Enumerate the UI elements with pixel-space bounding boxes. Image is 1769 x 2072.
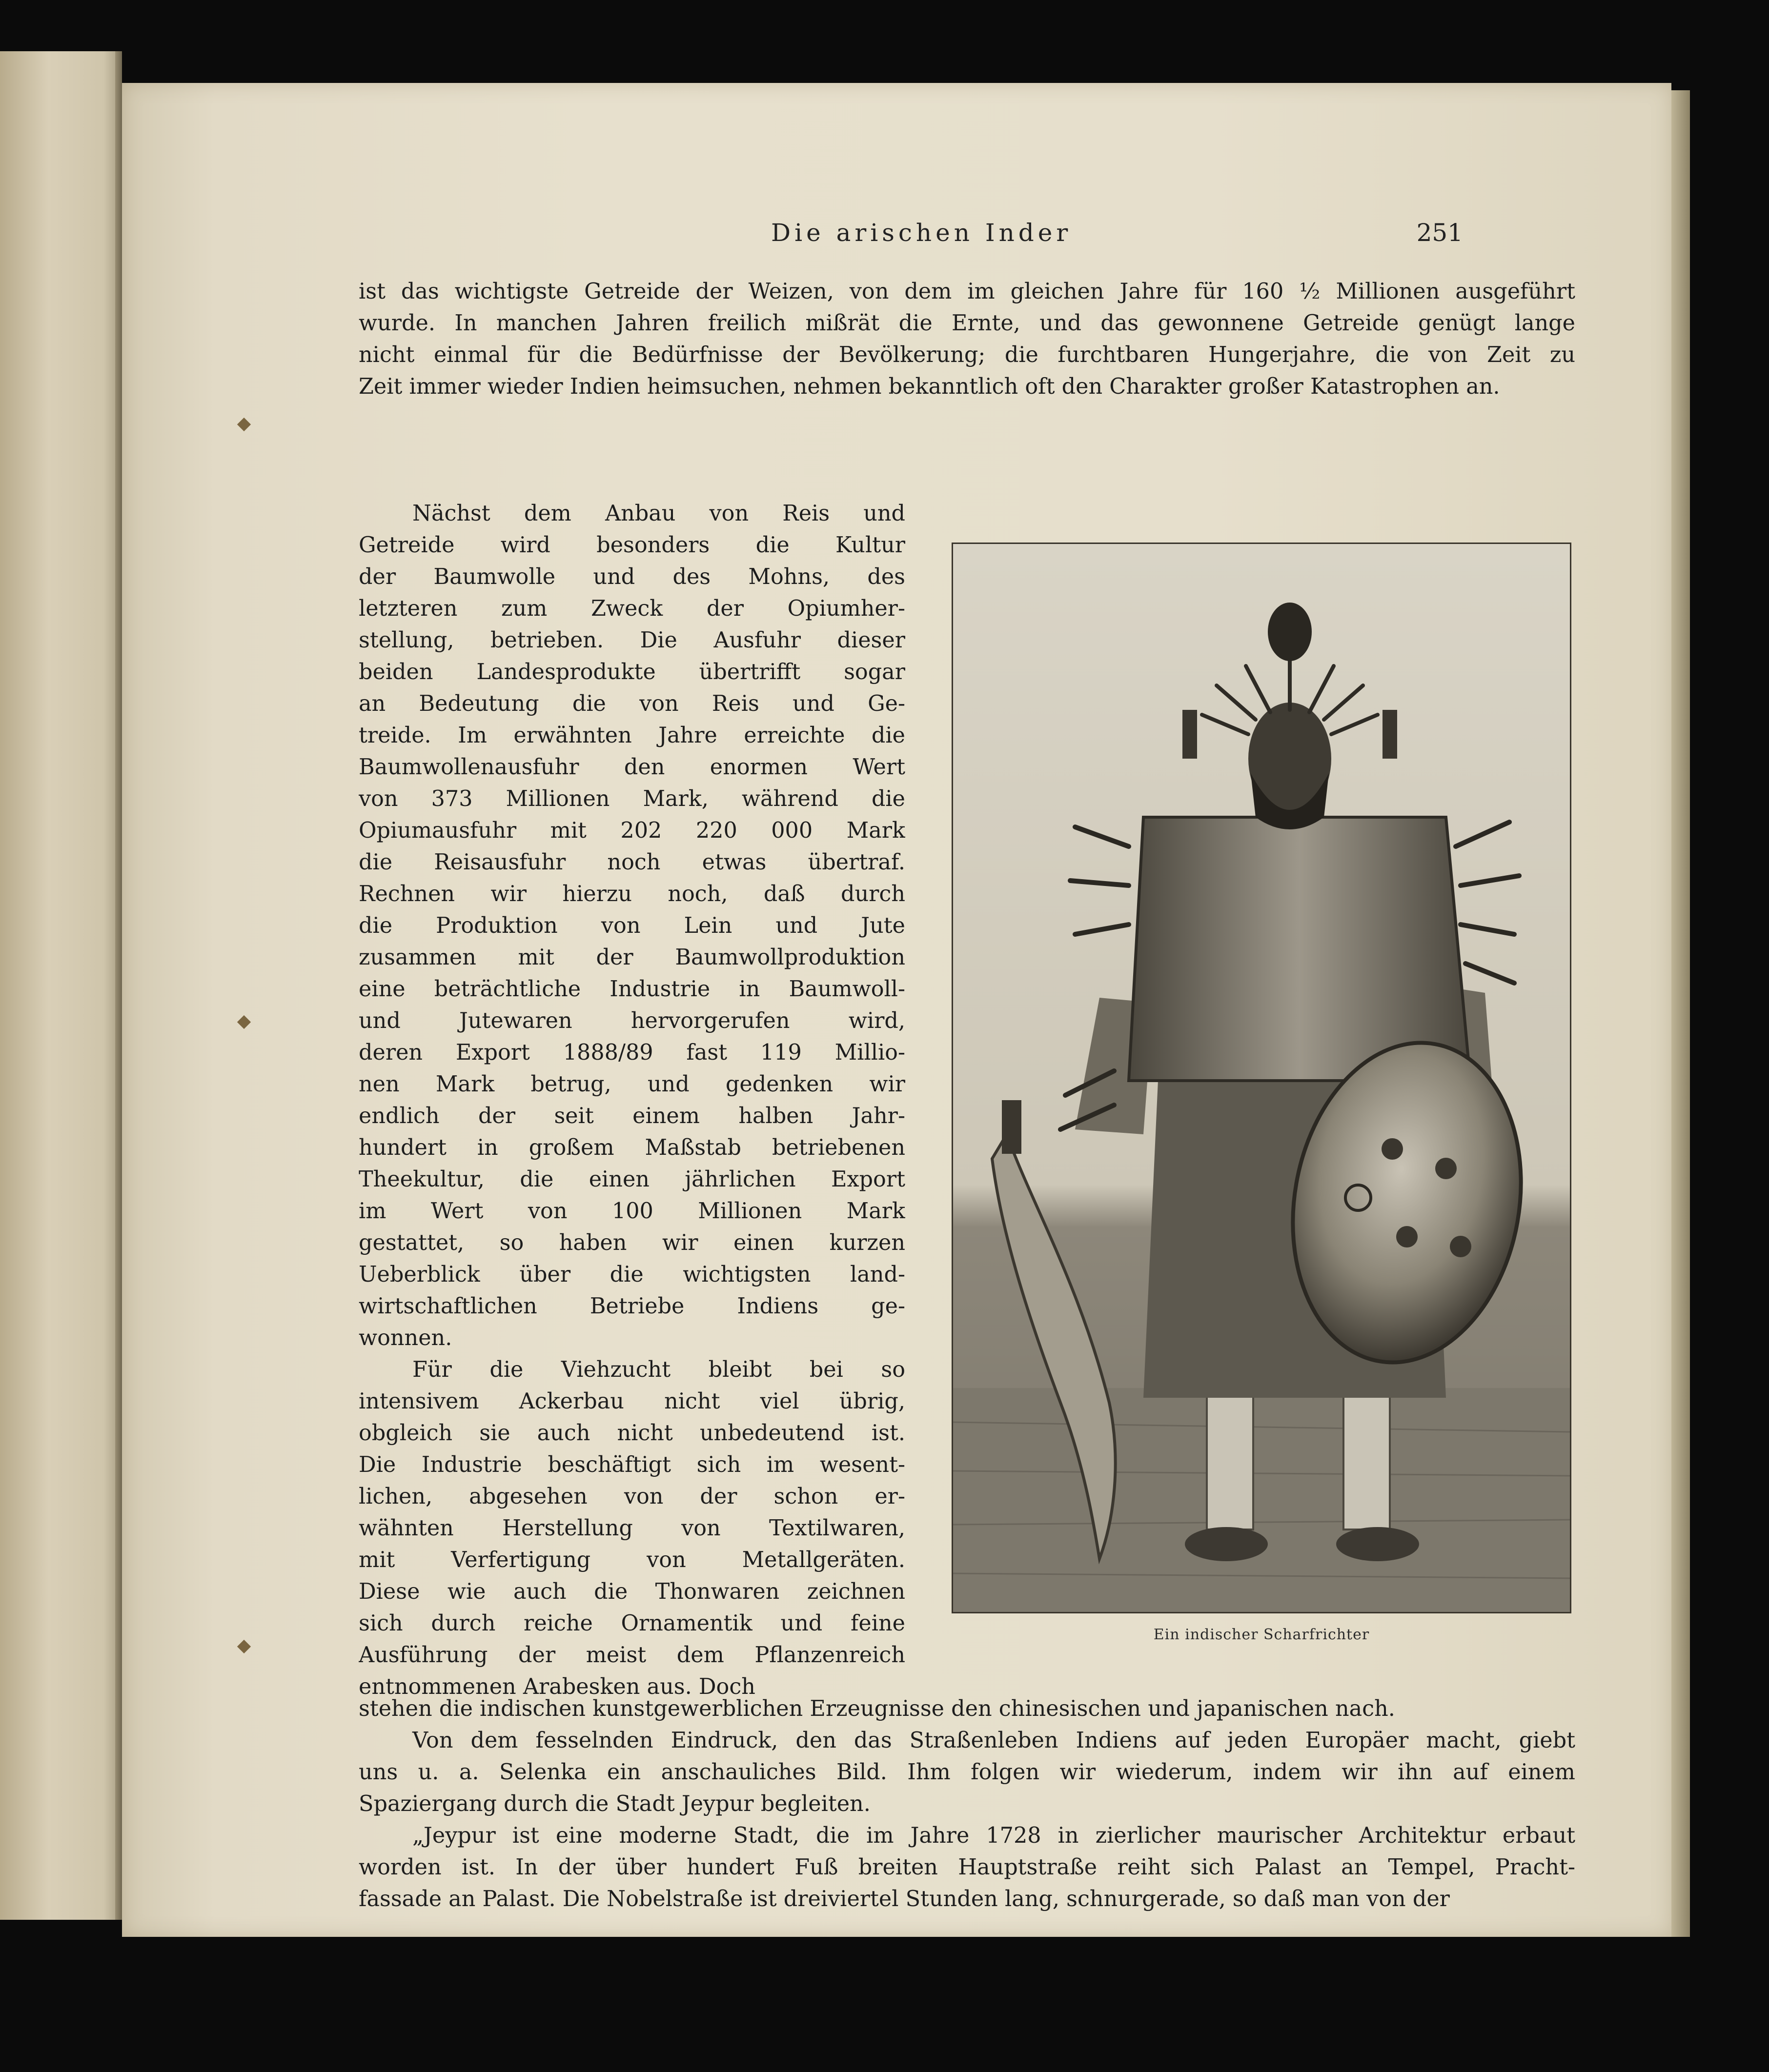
text-line: Getreide wird besonders die Kultur: [359, 533, 905, 558]
text-line: Theekultur, die einen jährlichen Export: [359, 1167, 905, 1192]
text-line: entnommenen Arabesken aus. Doch: [359, 1674, 755, 1699]
text-line: stehen die indischen kunstgewerblichen Erzeugnisse den chinesischen und japanischen nach.: [359, 1696, 1395, 1721]
text-line: Spaziergang durch die Stadt Jeypur begleiten.: [359, 1791, 871, 1816]
text-line: obgleich sie auch nicht unbedeutend ist.: [359, 1421, 905, 1446]
text-line: Rechnen wir hierzu noch, daß durch: [359, 882, 905, 906]
text-line: endlich der seit einem halben Jahr-: [359, 1104, 905, 1128]
page-stack-edge: [1671, 90, 1690, 1937]
text-line: fassade an Palast. Die Nobelstraße ist dreiviertel Stunden lang, schnurgerade, so daß man von der: [359, 1887, 1450, 1911]
text-line: lichen, abgesehen von der schon er-: [359, 1484, 905, 1509]
text-line: intensivem Ackerbau nicht viel übrig,: [359, 1389, 905, 1414]
text-line: Von dem fesselnden Eindruck, den das Straßenleben Indiens auf jeden Europäer macht, giebt: [412, 1728, 1575, 1753]
text-line: nen Mark betrug, und gedenken wir: [359, 1072, 905, 1097]
text-line: treide. Im erwähnten Jahre erreichte die: [359, 723, 905, 748]
text-line: von 373 Millionen Mark, während die: [359, 786, 905, 811]
text-line: wonnen.: [359, 1326, 452, 1350]
previous-page-edge: [0, 51, 122, 1920]
executioner-illustration: [953, 544, 1570, 1612]
paragraph-column: [359, 498, 905, 1703]
text-line: eine beträchtliche Industrie in Baumwoll-: [359, 977, 905, 1002]
text-line: Ausführung der meist dem Pflanzenreich: [359, 1643, 905, 1668]
text-line: wähnten Herstellung von Textilwaren,: [359, 1516, 905, 1541]
text-line: „Jeypur ist eine moderne Stadt, die im Jahre 1728 in zierlicher maurischer Architektur erbaut: [412, 1823, 1575, 1848]
text-line: wirtschaftlichen Betriebe Indiens ge-: [359, 1294, 905, 1319]
page-number: 251: [1416, 219, 1463, 247]
margin-mark: [237, 418, 251, 431]
text-line: deren Export 1888/89 fast 119 Millio-: [359, 1040, 905, 1065]
figure-caption: Ein indischer Scharfrichter: [1153, 1626, 1370, 1643]
margin-mark: [237, 1015, 251, 1029]
text-line: gestattet, so haben wir einen kurzen: [359, 1230, 905, 1255]
figure-photograph: [952, 543, 1571, 1613]
text-line: Diese wie auch die Thonwaren zeichnen: [359, 1579, 905, 1604]
text-line: im Wert von 100 Millionen Mark: [359, 1199, 905, 1224]
text-line: beiden Landesprodukte übertrifft sogar: [359, 660, 905, 684]
text-line: worden ist. In der über hundert Fuß breiten Hauptstraße reiht sich Palast an Tempel, Pracht-: [359, 1855, 1575, 1880]
text-line: ist das wichtigste Getreide der Weizen, von dem im gleichen Jahre für 160 ½ Millionen ausgeführt: [359, 279, 1575, 304]
text-line: hundert in großem Maßstab betriebenen: [359, 1135, 905, 1160]
text-line: stellung, betrieben. Die Ausfuhr dieser: [359, 628, 905, 653]
text-line: zusammen mit der Baumwollproduktion: [359, 945, 905, 970]
running-title: Die arischen Inder: [771, 219, 1072, 247]
text-line: Baumwollenausfuhr den enormen Wert: [359, 755, 905, 780]
text-line: uns u. a. Selenka ein anschauliches Bild. Ihm folgen wir wiederum, indem wir ihn auf einem: [359, 1760, 1575, 1785]
text-line: Für die Viehzucht bleibt bei so: [412, 1357, 905, 1382]
page-gutter: [115, 51, 122, 1920]
book-page: [122, 83, 1671, 1937]
text-line: an Bedeutung die von Reis und Ge-: [359, 691, 905, 716]
text-line: nicht einmal für die Bedürfnisse der Bevölkerung; die furchtbaren Hungerjahre, die von Zeit zu: [359, 342, 1575, 367]
text-line: Nächst dem Anbau von Reis und: [412, 501, 905, 526]
margin-mark: [237, 1640, 251, 1653]
text-line: der Baumwolle und des Mohns, des: [359, 564, 905, 589]
text-line: letzteren zum Zweck der Opiumher-: [359, 596, 905, 621]
text-line: mit Verfertigung von Metallgeräten.: [359, 1548, 905, 1572]
text-line: die Reisausfuhr noch etwas übertraf.: [359, 850, 905, 875]
running-header: [122, 219, 1671, 258]
text-line: Die Industrie beschäftigt sich im wesent-: [359, 1452, 905, 1477]
text-line: und Jutewaren hervorgerufen wird,: [359, 1008, 905, 1033]
paragraph-bottom: [359, 1693, 1575, 1915]
text-line: Ueberblick über die wichtigsten land-: [359, 1262, 905, 1287]
text-line: sich durch reiche Ornamentik und feine: [359, 1611, 905, 1636]
text-line: die Produktion von Lein und Jute: [359, 913, 905, 938]
text-line: wurde. In manchen Jahren freilich mißrät die Ernte, und das gewonnene Getreide genügt lange: [359, 311, 1575, 336]
text-line: Zeit immer wieder Indien heimsuchen, nehmen bekanntlich oft den Charakter großer Katastrophen an.: [359, 374, 1500, 399]
paragraph-top: [359, 276, 1575, 402]
text-line: Opiumausfuhr mit 202 220 000 Mark: [359, 818, 905, 843]
